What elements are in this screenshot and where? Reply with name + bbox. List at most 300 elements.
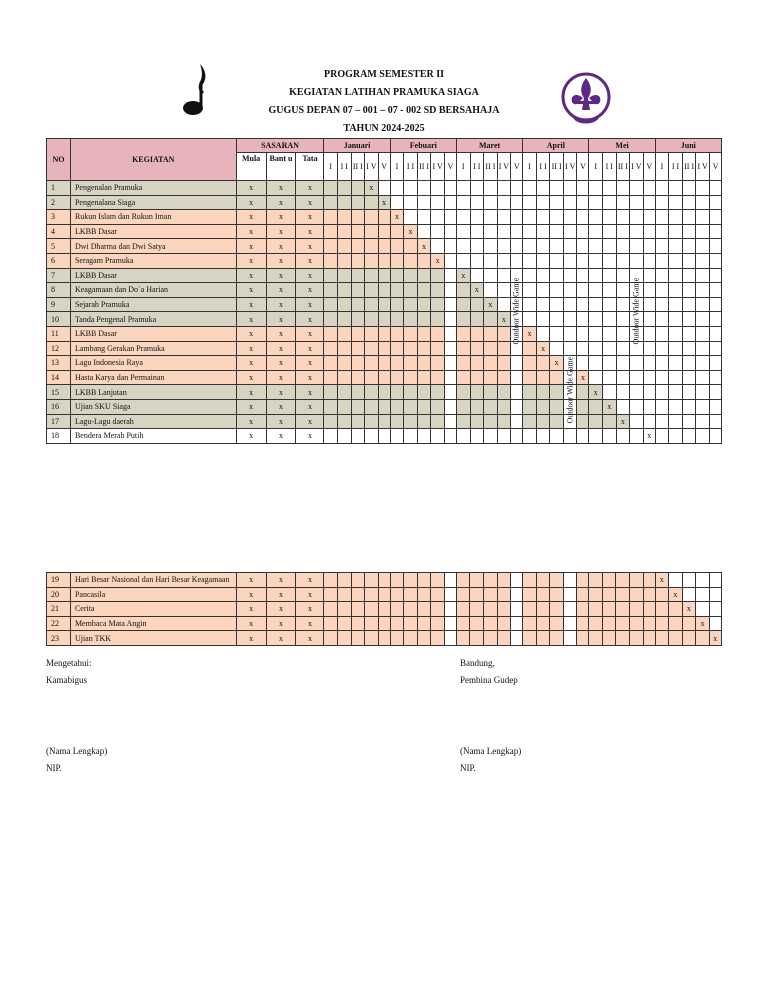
schedule-cell [523,616,537,631]
schedule-cell [404,385,418,400]
schedule-cell [536,399,550,414]
schedule-cell [470,356,484,371]
schedule-cell [577,268,589,283]
schedule-cell [404,341,418,356]
activity-name: LKBB Dasar [70,224,236,239]
schedule-cell [417,181,431,196]
schedule-cell [682,616,696,631]
schedule-cell [536,195,550,210]
schedule-cell [643,210,655,225]
schedule-cell [523,602,537,617]
schedule-cell [417,224,431,239]
schedule-cell [550,429,564,444]
sasaran-mark: x [236,429,266,444]
schedule-cell [589,587,603,602]
schedule-cell [365,429,379,444]
activity-name: LKBB Dasar [70,326,236,341]
schedule-cell [324,195,338,210]
schedule-cell [417,341,431,356]
schedule-cell [709,326,721,341]
schedule-cell [470,268,484,283]
sasaran-mark: x [296,268,324,283]
schedule-cell [351,341,365,356]
schedule-cell [365,587,379,602]
schedule-cell [456,356,470,371]
week-header-5-3: II I [616,153,630,181]
schedule-cell [338,195,352,210]
schedule-cell [603,312,617,327]
schedule-cell [589,210,603,225]
schedule-cell [444,356,456,371]
schedule-cell [563,268,577,283]
sasaran-mark: x [236,312,266,327]
schedule-cell [550,587,564,602]
row-number: 1 [47,181,71,196]
schedule-cell [550,283,564,298]
col-sasaran-header: SASARAN [236,139,324,153]
table-row [47,239,722,254]
schedule-cell [696,239,710,254]
schedule-cell [563,429,577,444]
schedule-cell [497,573,511,588]
schedule-cell [655,356,669,371]
schedule-cell [563,312,577,327]
schedule-cell [497,195,511,210]
schedule-cell [390,399,404,414]
schedule-cell [655,312,669,327]
schedule-cell [365,573,379,588]
schedule-cell [390,385,404,400]
schedule-cell [444,195,456,210]
col-no-header: NO [47,139,71,181]
schedule-cell [404,239,418,254]
schedule-cell [577,210,589,225]
schedule-cell [523,268,537,283]
schedule-cell [655,370,669,385]
schedule-cell [404,268,418,283]
schedule-cell [589,253,603,268]
schedule-cell [444,283,456,298]
schedule-cell [390,356,404,371]
schedule-cell [696,326,710,341]
schedule-cell [550,414,564,429]
schedule-cell [404,326,418,341]
sasaran-mark: x [236,195,266,210]
table-row [47,312,722,327]
row-number: 15 [47,385,71,400]
scout-emblem-icon [560,70,612,128]
schedule-cell [444,253,456,268]
schedule-cell [365,239,379,254]
schedule-cell [682,573,696,588]
schedule-cell [497,616,511,631]
schedule-cell [511,573,523,588]
schedule-cell [511,429,523,444]
schedule-mark: x [709,631,721,646]
schedule-cell [431,385,445,400]
schedule-cell [484,283,498,298]
schedule-cell [655,283,669,298]
schedule-cell [643,326,655,341]
schedule-cell [417,429,431,444]
schedule-cell [338,312,352,327]
sasaran-mark: x [266,312,296,327]
schedule-cell [324,181,338,196]
schedule-cell [497,429,511,444]
schedule-cell [470,631,484,646]
schedule-cell [523,195,537,210]
schedule-cell [497,224,511,239]
schedule-cell [577,181,589,196]
schedule-cell [417,297,431,312]
schedule-cell [324,370,338,385]
sasaran-mark: x [266,195,296,210]
schedule-cell [390,297,404,312]
schedule-cell [351,631,365,646]
schedule-cell [696,602,710,617]
schedule-cell [390,414,404,429]
schedule-cell [404,181,418,196]
schedule-cell [431,631,445,646]
schedule-cell [709,224,721,239]
schedule-cell [616,587,630,602]
schedule-cell [603,385,617,400]
week-header-2-5: V [444,153,456,181]
schedule-mark: x [669,587,683,602]
schedule-cell [550,399,564,414]
row-number: 6 [47,253,71,268]
schedule-cell [577,224,589,239]
schedule-cell [431,370,445,385]
sasaran-mark: x [266,356,296,371]
sasaran-mark: x [236,224,266,239]
schedule-cell [444,587,456,602]
schedule-cell [669,224,683,239]
schedule-cell [470,326,484,341]
schedule-cell [536,356,550,371]
schedule-cell [497,414,511,429]
schedule-cell [365,602,379,617]
schedule-cell [682,399,696,414]
schedule-cell [550,631,564,646]
week-header-2-4: I V [431,153,445,181]
schedule-cell [484,341,498,356]
schedule-cell [456,370,470,385]
schedule-cell [483,602,497,617]
schedule-cell [589,616,603,631]
schedule-cell [563,210,577,225]
schedule-cell [324,414,338,429]
row-number: 7 [47,268,71,283]
schedule-cell [470,181,484,196]
row-number: 11 [47,326,71,341]
schedule-cell [390,312,404,327]
schedule-cell [431,312,445,327]
schedule-cell [577,239,589,254]
schedule-cell [709,429,721,444]
schedule-cell [497,356,511,371]
sasaran-mark: x [296,573,324,588]
week-header-3-2: I I [470,153,484,181]
schedule-cell [351,297,365,312]
schedule-cell [669,616,683,631]
week-header-2-3: II I [417,153,431,181]
schedule-cell [655,268,669,283]
schedule-cell [497,283,511,298]
schedule-cell [456,210,470,225]
schedule-cell [603,341,617,356]
schedule-cell [497,631,511,646]
week-header-6-3: II I [682,153,696,181]
schedule-cell [390,181,404,196]
schedule-cell [324,356,338,371]
schedule-cell [497,602,511,617]
schedule-cell [696,414,710,429]
activity-name: Ujian SKU Siaga [70,399,236,414]
schedule-cell [484,312,498,327]
activity-name: LKBB Lanjutan [70,385,236,400]
schedule-cell [444,210,456,225]
week-header-3-5: V [511,153,523,181]
sasaran-mark: x [236,239,266,254]
schedule-mark: x [536,341,550,356]
schedule-cell [523,283,537,298]
schedule-cell [616,195,630,210]
schedule-cell [404,399,418,414]
schedule-cell [643,341,655,356]
row-number: 14 [47,370,71,385]
row-number: 18 [47,429,71,444]
schedule-cell [589,429,603,444]
schedule-cell [390,631,404,646]
schedule-cell [470,602,484,617]
activity-name: Ujian TKK [70,631,236,646]
activity-name: Membaca Mata Angin [70,616,236,631]
schedule-cell [655,385,669,400]
schedule-cell [351,210,365,225]
schedule-cell [577,312,589,327]
schedule-cell [484,268,498,283]
schedule-cell [390,326,404,341]
schedule-cell [470,573,484,588]
schedule-cell [550,224,564,239]
schedule-cell [444,239,456,254]
schedule-cell [378,631,390,646]
schedule-cell [655,326,669,341]
sasaran-mark: x [296,210,324,225]
schedule-cell [589,268,603,283]
schedule-cell [550,370,564,385]
schedule-cell [431,602,445,617]
schedule-cell [709,341,721,356]
schedule-cell [324,385,338,400]
schedule-cell [324,573,338,588]
schedule-cell [511,587,523,602]
sasaran-mark: x [296,312,324,327]
schedule-cell [589,195,603,210]
schedule-cell [696,370,710,385]
schedule-cell [404,195,418,210]
schedule-cell [563,181,577,196]
schedule-cell [378,399,390,414]
schedule-cell [602,616,616,631]
schedule-cell [431,239,445,254]
sasaran-mark: x [236,370,266,385]
schedule-cell [563,224,577,239]
schedule-cell [324,283,338,298]
sasaran-mark: x [266,429,296,444]
title-line-1: PROGRAM SEMESTER II [323,69,444,80]
schedule-cell [456,253,470,268]
sasaran-mark: x [236,341,266,356]
sasaran-mark: x [296,239,324,254]
week-header-2-2: I I [404,153,418,181]
schedule-cell [324,210,338,225]
schedule-cell [577,429,589,444]
schedule-cell [497,587,511,602]
schedule-cell [536,631,550,646]
schedule-cell [351,253,365,268]
schedule-cell [523,356,537,371]
schedule-cell [682,195,696,210]
schedule-cell [630,370,644,385]
schedule-cell [616,356,630,371]
schedule-cell [431,224,445,239]
sasaran-mark: x [266,341,296,356]
schedule-cell [417,602,431,617]
schedule-cell [470,429,484,444]
row-number: 23 [47,631,71,646]
row-number: 16 [47,399,71,414]
table-row [47,385,722,400]
schedule-cell [456,616,470,631]
activity-name: Rukun Islam dan Rukun Iman [70,210,236,225]
schedule-cell [390,253,404,268]
schedule-cell [365,210,379,225]
schedule-cell [417,587,431,602]
schedule-cell [696,385,710,400]
schedule-cell [563,602,577,617]
schedule-cell [603,414,617,429]
schedule-cell [404,370,418,385]
row-number: 8 [47,283,71,298]
schedule-cell [616,385,630,400]
sasaran-mula: Mula [236,153,266,181]
week-header-6-1: I [655,153,669,181]
schedule-cell [603,326,617,341]
schedule-cell [643,181,655,196]
schedule-cell [365,356,379,371]
sasaran-mark: x [266,399,296,414]
sasaran-mark: x [236,356,266,371]
schedule-cell [456,341,470,356]
schedule-cell [589,399,603,414]
schedule-cell [417,573,431,588]
schedule-cell [511,356,523,371]
schedule-cell [417,631,431,646]
schedule-cell [417,268,431,283]
sasaran-mark: x [266,414,296,429]
schedule-cell [378,341,390,356]
week-header-1-4: I V [365,153,379,181]
schedule-cell [390,239,404,254]
sign-right-name: (Nama Lengkap) [460,746,522,756]
schedule-cell [470,297,484,312]
schedule-cell [643,297,655,312]
schedule-cell [378,414,390,429]
schedule-cell [563,283,577,298]
schedule-cell [682,210,696,225]
schedule-cell [324,602,338,617]
week-header-1-3: II I [351,153,365,181]
schedule-cell [603,283,617,298]
sasaran-mark: x [296,283,324,298]
schedule-cell [511,602,523,617]
schedule-cell [390,283,404,298]
schedule-cell [655,297,669,312]
schedule-cell [630,414,644,429]
sasaran-mark: x [296,341,324,356]
schedule-cell [404,631,418,646]
schedule-cell [365,195,379,210]
schedule-cell [523,631,537,646]
sasaran-mark: x [266,268,296,283]
schedule-cell [444,616,456,631]
sasaran-mark: x [236,399,266,414]
schedule-cell [497,239,511,254]
schedule-cell [497,297,511,312]
row-number: 12 [47,341,71,356]
schedule-cell [417,399,431,414]
outdoor-wide-game-april: Outdoor Wide Game [565,356,575,424]
schedule-cell [511,385,523,400]
schedule-cell [511,181,523,196]
schedule-cell [616,631,630,646]
schedule-cell [589,573,603,588]
schedule-cell [696,195,710,210]
schedule-cell [378,224,390,239]
schedule-cell [338,239,352,254]
schedule-cell [431,429,445,444]
schedule-cell [365,312,379,327]
schedule-cell [682,268,696,283]
schedule-cell [444,268,456,283]
schedule-cell [563,616,577,631]
schedule-cell [470,616,484,631]
schedule-cell [390,616,404,631]
schedule-cell [709,385,721,400]
schedule-cell [324,341,338,356]
schedule-cell [589,283,603,298]
schedule-cell [643,312,655,327]
schedule-cell [404,253,418,268]
schedule-cell [404,297,418,312]
schedule-cell [709,370,721,385]
schedule-cell [456,181,470,196]
sasaran-mark: x [266,181,296,196]
schedule-cell [404,587,418,602]
schedule-cell [629,616,643,631]
schedule-cell [338,341,352,356]
activity-name: Pengenalan Pramuka [70,181,236,196]
schedule-cell [417,370,431,385]
sasaran-mark: x [236,326,266,341]
schedule-cell [696,399,710,414]
schedule-cell [682,181,696,196]
sasaran-mark: x [296,370,324,385]
sasaran-mark: x [266,224,296,239]
program-table-part-2 [46,572,722,646]
